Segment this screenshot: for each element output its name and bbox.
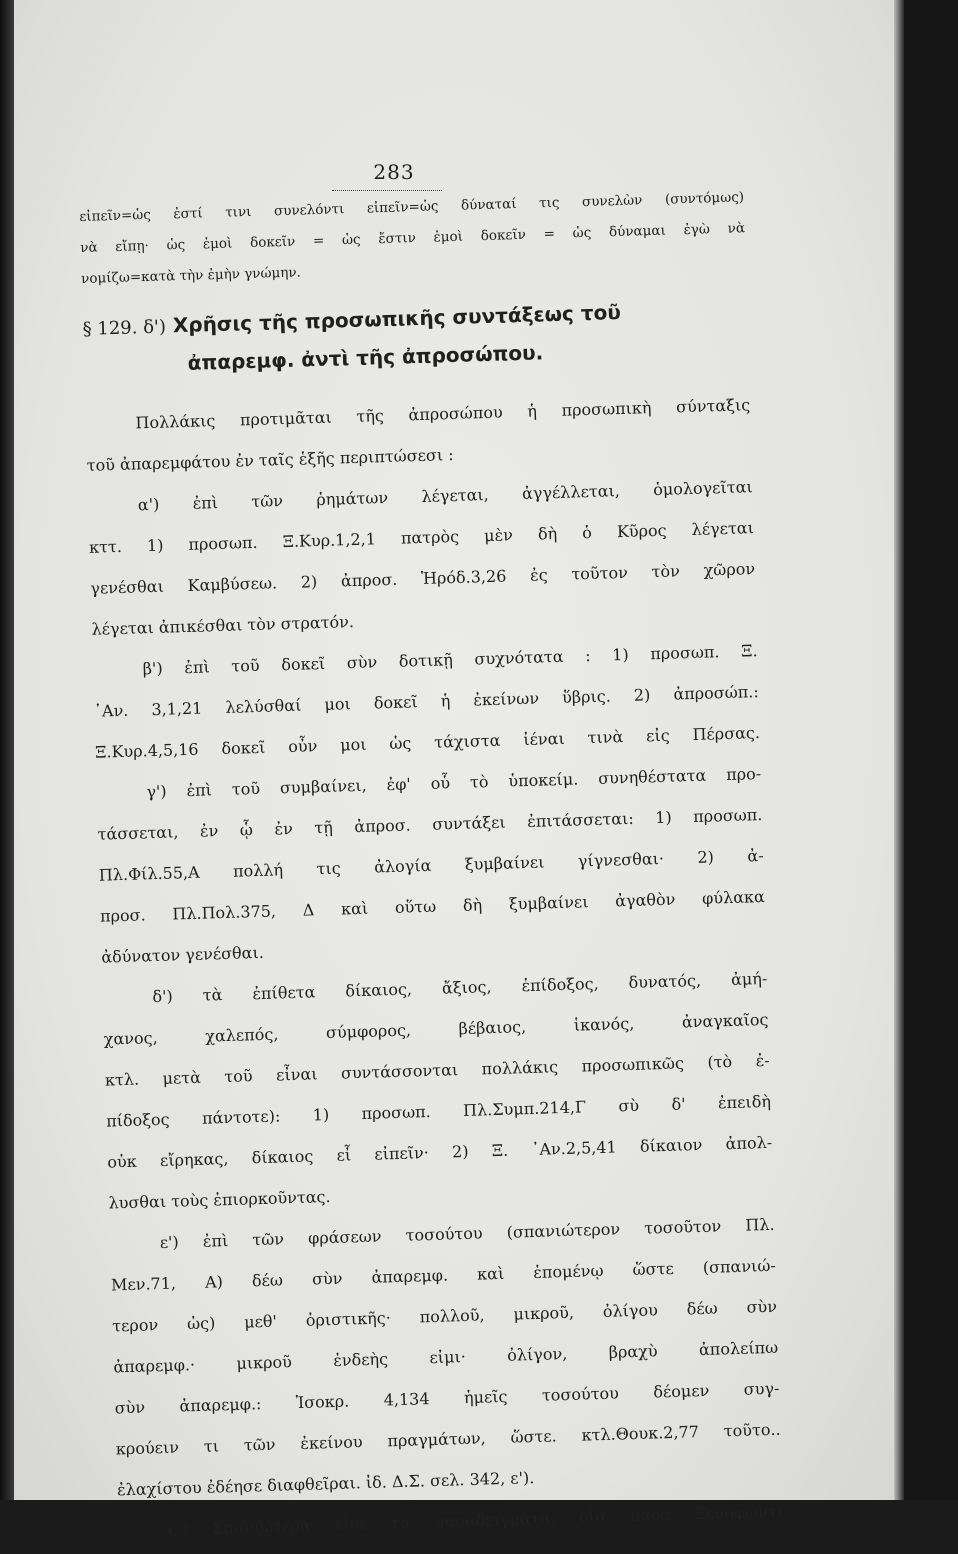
body-line: Μεν.71, Α) δέω σὺν ἀπαρεμφ. καὶ ἑπομένῳ ὥστε (σπανιώ- xyxy=(110,1255,777,1295)
body-line: γενέσθαι Καμβύσεω. 2) ἀπροσ. Ἡρόδ.3,26 ἐς τοῦτον τὸν χῶρον xyxy=(90,559,756,598)
body-line: ἐλαχίστου ἐδέησε διαφθεῖραι. ἰδ. Δ.Σ. σελ. 342, ε'). xyxy=(116,1468,535,1500)
body-line: ε') ἐπὶ τῶν φράσεων τοσούτου (σπανιώτερον τοσοῦτον Πλ. xyxy=(159,1214,775,1253)
body-line: τερον ὡς) μεθ' ὁριστικῆς· πολλοῦ, μικροῦ, ὀλίγου δέω σὺν xyxy=(111,1296,778,1336)
book-page xyxy=(14,0,894,1539)
body-line: Πολλάκις προτιμᾶται τῆς ἀπροσώπου ἡ προσωπικὴ σύνταξις xyxy=(135,395,751,433)
body-line: τάσσεται, ἐν ᾧ ἐν τῇ ἀπροσ. συντάξει ἐπιτάσσεται: 1) προσωπ. xyxy=(97,804,763,844)
body-line: λυσθαι τοὺς ἐπιορκοῦντας. xyxy=(108,1186,331,1213)
body-line: γ') ἐπὶ τοῦ συμβαίνει, ἐφ' οὗ τὸ ὑποκείμ. συνηθέστατα προ- xyxy=(146,764,762,802)
body-line: τοῦ ἀπαρεμφάτου ἐν ταῖς ἑξῆς περιπτώσεσι : xyxy=(86,445,454,475)
body-line: κττ. 1) προσωπ. Ξ.Κυρ.1,2,1 πατρὸς μὲν δὴ ὁ Κῦρος λέγεται xyxy=(88,518,755,557)
body-line: κρούειν τι τῶν ἐκείνου πραγμάτων, ὥστε. κτλ.Θουκ.2,77 τοῦτο.. xyxy=(115,1419,781,1459)
intro-line: νομίζω=κατὰ τὴν ἐμὴν γνώμην. xyxy=(80,264,302,287)
intro-line: εἰπεῖν=ὡς ἐστί τινι συνελόντι εἰπεῖν=ὡς δύναταί τις συνελὼν (συντόμως) xyxy=(79,189,745,225)
page-edge-shadow xyxy=(894,0,904,1500)
text-block xyxy=(79,186,784,1554)
body-line: ᾿Αν. 3,1,21 λελύσθαί μοι δοκεῖ ἡ ἐκείνων ὕβρις. 2) ἀπροσώπ.: xyxy=(93,682,759,721)
body-line: Ξ.Κυρ.4,5,16 δοκεῖ οὖν μοι ὡς τάχιστα ἰέναι τινὰ εἰς Πέρσας. xyxy=(94,723,761,762)
body-line: Πλ.Φίλ.55,Α πολλή τις ἀλογία ξυμβαίνει γίγνεσθαι· 2) ἀ- xyxy=(98,845,764,885)
body-line: β') ἐπὶ τοῦ δοκεῖ σὺν δοτικῇ συχνότατα : 1) προσωπ. Ξ. xyxy=(142,641,758,679)
body-line: προσ. Πλ.Πολ.375, Δ καὶ οὕτω δὴ ξυμβαίνει ἀγαθὸν φύλακα xyxy=(99,886,766,926)
binding-gutter xyxy=(0,0,14,1500)
body-line: χανος, χαλεπός, σύμφορος, βέβαιος, ἱκανός, ἀναγκαῖος xyxy=(103,1009,769,1049)
section-title-line1: Χρῆσις τῆς προσωπικῆς συντάξεως τοῦ xyxy=(172,299,622,338)
intro-line: νὰ εἴπῃ· ὡς ἐμοὶ δοκεῖν = ὡς ἔστιν ἐμοὶ δοκεῖν = ὡς δύναμαι ἐγὼ νὰ xyxy=(80,220,746,256)
body-line: κτλ. μετὰ τοῦ εἶναι συντάσσονται πολλάκις προσωπικῶς (τὸ ἐ- xyxy=(104,1050,770,1090)
body-line: σὺν ἀπαρεμφ.: Ἰσοκρ. 4,134 ἡμεῖς τοσούτου δέομεν συγ- xyxy=(114,1378,780,1418)
body-line: ἀπαρεμφ.· μικροῦ ἐνδεὴς εἰμι· ὀλίγον, βραχὺ ἀπολείπω xyxy=(113,1337,779,1377)
section-number: § 129. δ') xyxy=(82,316,167,340)
body-line: πίδοξος πάντοτε): 1) προσωπ. Πλ.Συμπ.214,Γ σὺ δ' ἐπειδὴ xyxy=(105,1091,772,1131)
body-line: οὐκ εἴρηκας, δίκαιος εἶ εἰπεῖν· 2) Ξ. ᾿Αν.2,5,41 δίκαιον ἀπολ- xyxy=(107,1132,773,1172)
page-number-rule xyxy=(332,190,442,191)
body-line: α') ἐπὶ τῶν ῥημάτων λέγεται, ἀγγέλλεται, ὁμολογεῖται xyxy=(137,477,753,515)
body-line: ϛ') Σπανιώτερα εἶνε τὰ παραδείγματα, οἷα παρὰ Ξενοφῶντι xyxy=(168,1501,784,1539)
body-line: δ') τὰ ἐπίθετα δίκαιος, ἄξιος, ἐπίδοξος, δυνατός, ἀμή- xyxy=(152,968,768,1007)
section-title-line2: ἀπαρεμφ. ἀντὶ τῆς ἀπροσώπου. xyxy=(187,340,544,375)
page-number: 283 xyxy=(373,160,415,184)
body-line: λέγεται ἀπικέσθαι τὸν στρατόν. xyxy=(91,612,355,639)
body-line: ἀδύνατον γενέσθαι. xyxy=(101,942,265,967)
